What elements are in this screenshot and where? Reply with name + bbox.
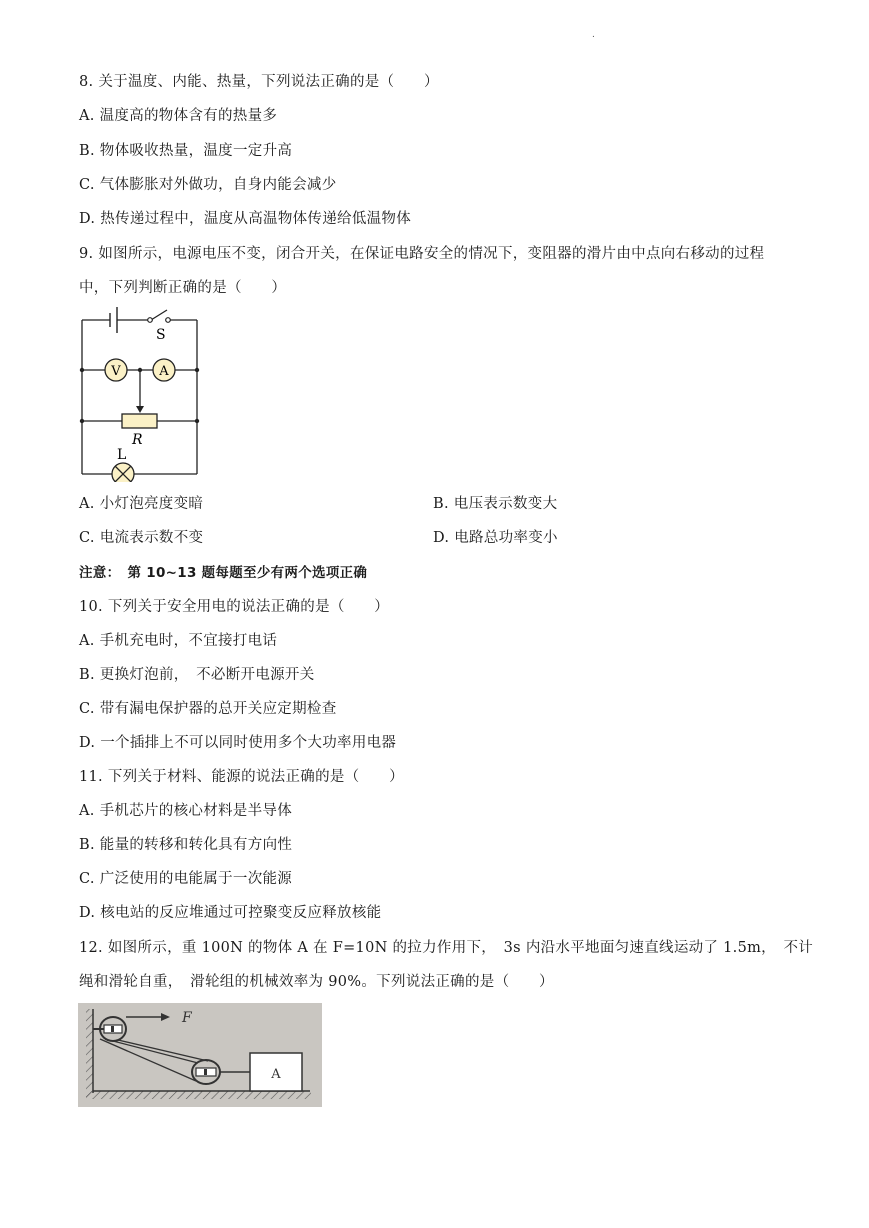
q12-stem-line2: 绳和滑轮自重， 滑轮组的机械效率为 90%。下列说法正确的是（ ） [79, 974, 554, 990]
q10-option-b: B. 更换灯泡前， 不必断开电源开关 [79, 667, 315, 683]
q10-stem: 10. 下列关于安全用电的说法正确的是（ ） [79, 599, 390, 615]
q10-option-c: C. 带有漏电保护器的总开关应定期检查 [79, 701, 337, 717]
q9-option-c: C. 电流表示数不变 [79, 530, 204, 546]
q11-option-a: A. 手机芯片的核心材料是半导体 [79, 803, 292, 819]
rheostat [122, 414, 157, 428]
q9-option-a: A. 小灯泡亮度变暗 [79, 496, 204, 512]
q12-stem-line1: 12. 如图所示，重 100N 的物体 A 在 F=10N 的拉力作用下， 3s 内沿水平地面匀速直线运动了 1.5m， 不计 [79, 940, 814, 956]
q9-option-b: B. 电压表示数变大 [433, 496, 558, 512]
q9-stem-line2: 中，下列判断正确的是（ ） [79, 280, 287, 296]
q8-option-d: D. 热传递过程中，温度从高温物体传递给低温物体 [79, 211, 412, 227]
switch-label: S [156, 327, 166, 343]
q10-option-d: D. 一个插排上不可以同时使用多个大功率用电器 [79, 735, 397, 751]
block-label: A [271, 1067, 281, 1082]
force-label: F [182, 1010, 192, 1026]
top-mark: . [592, 30, 595, 40]
q8-option-a: A. 温度高的物体含有的热量多 [79, 108, 278, 124]
resistor-label: R [132, 432, 143, 448]
q9-circuit-diagram [72, 302, 212, 482]
voltmeter-label: V [111, 364, 121, 379]
q11-option-b: B. 能量的转移和转化具有方向性 [79, 837, 293, 853]
multi-answer-note: 注意： 第 10~13 题每题至少有两个选项正确 [79, 565, 368, 581]
q10-option-a: A. 手机充电时，不宜接打电话 [79, 633, 278, 649]
q9-stem-line1: 9. 如图所示，电源电压不变，闭合开关，在保证电路安全的情况下，变阻器的滑片由中点向右移动的过程 [79, 246, 765, 262]
q8-option-b: B. 物体吸收热量，温度一定升高 [79, 143, 293, 159]
q11-option-c: C. 广泛使用的电能属于一次能源 [79, 871, 293, 887]
q11-option-d: D. 核电站的反应堆通过可控聚变反应释放核能 [79, 905, 382, 921]
lamp-label: L [117, 447, 127, 463]
q12-pulley-figure [78, 1003, 322, 1107]
q8-stem: 8. 关于温度、内能、热量，下列说法正确的是（ ） [79, 74, 439, 90]
q9-option-d: D. 电路总功率变小 [433, 530, 558, 546]
ammeter-label: A [159, 364, 169, 379]
q8-option-c: C. 气体膨胀对外做功，自身内能会减少 [79, 177, 337, 193]
q11-stem: 11. 下列关于材料、能源的说法正确的是（ ） [79, 769, 404, 785]
